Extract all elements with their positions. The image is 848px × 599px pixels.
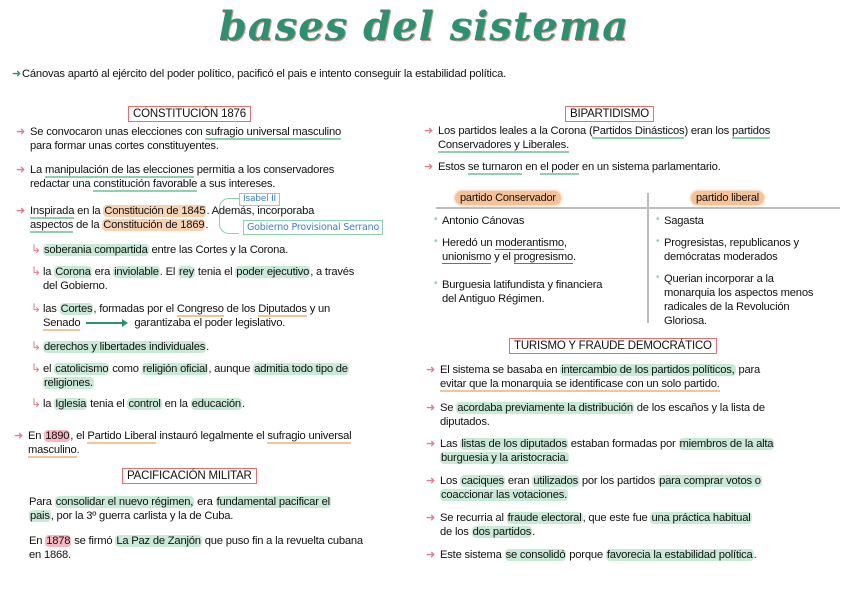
text-span: Progresistas, republicanos y xyxy=(664,237,799,249)
bullet-dot-icon: • xyxy=(656,272,660,283)
text-span: Los xyxy=(440,475,461,487)
sub-arrow-icon: ↳ xyxy=(31,301,41,315)
text-span: en la xyxy=(74,205,104,217)
text-span: el poder xyxy=(540,161,580,173)
text-span: . xyxy=(76,444,80,456)
liberal-item-1 xyxy=(656,214,844,228)
text-span: dos partidos xyxy=(472,526,532,538)
arrow-icon: ➜ xyxy=(14,430,24,442)
bipartidismo-point-2 xyxy=(424,160,838,174)
text-span: entre las Cortes y la Corona. xyxy=(148,244,289,256)
text-span: partidos xyxy=(731,125,771,137)
arrow-icon: ➜ xyxy=(426,549,436,561)
arrow-icon: ➜ xyxy=(16,205,26,217)
bullet-dot-icon: • xyxy=(656,214,660,225)
text-span: La xyxy=(30,164,45,176)
text-span: Se convocaron unas elecciones con xyxy=(30,126,206,138)
sub-arrow-icon: ↳ xyxy=(31,396,41,410)
text-span: aspectos xyxy=(30,219,74,231)
sub-arrow-icon: ↳ xyxy=(31,361,41,375)
text-span: moderantismo xyxy=(495,237,564,249)
turismo-point-1 xyxy=(426,363,840,391)
text-span: Querian incorporar a la xyxy=(664,273,774,285)
arrow-icon: ➜ xyxy=(12,68,22,80)
table-divider-vertical xyxy=(647,193,649,323)
text-span: Burguesia latifundista y financiera xyxy=(442,279,603,291)
text-span: progresismo xyxy=(513,251,573,263)
arrow-icon: ➜ xyxy=(424,125,434,137)
text-span: Gloriosa. xyxy=(664,315,707,327)
text-span: tenia el xyxy=(87,398,128,410)
turismo-point-2 xyxy=(426,401,840,429)
text-span: del Gobierno. xyxy=(43,280,108,292)
text-span: que puso fin a la revuelta cubana xyxy=(201,535,363,547)
text-span: para comprar votos o xyxy=(659,475,761,487)
text-span: miembros de la alta xyxy=(679,438,774,450)
text-span: la xyxy=(43,398,55,410)
text-span: . El xyxy=(159,266,179,278)
arrow-icon: ➜ xyxy=(426,475,436,487)
text-span: instauró legalmente el xyxy=(156,430,268,442)
text-span: de la xyxy=(73,219,103,231)
text-span: porque xyxy=(566,549,606,561)
text-span: a sus intereses. xyxy=(197,178,276,190)
heading-bipartidismo: BIPARTIDISMO xyxy=(565,106,654,122)
sub-arrow-icon: ↳ xyxy=(31,242,41,256)
text-span: Este sistema xyxy=(440,549,505,561)
text-span: caciques xyxy=(461,475,504,487)
bullet-dot-icon: • xyxy=(656,236,660,247)
text-span: control xyxy=(128,398,161,410)
text-span: unionismo xyxy=(442,251,492,263)
arrow-icon: ➜ xyxy=(16,164,26,176)
text-span: Partido Liberal xyxy=(87,430,157,442)
arrow-icon: ➜ xyxy=(424,161,434,173)
text-span: era xyxy=(194,496,216,508)
text-span: por los partidos xyxy=(578,475,659,487)
table-header-liberal: partido liberal xyxy=(691,191,764,205)
text-span: demócratas moderados xyxy=(664,251,778,263)
turismo-point-3 xyxy=(426,437,840,465)
text-span: era xyxy=(91,266,114,278)
text-span: , formadas por el xyxy=(93,303,177,315)
heading-constitucion: CONSTITUCIÓN 1876 xyxy=(128,106,251,122)
text-span: Antonio Cánovas xyxy=(442,215,525,227)
sub-arrow-icon: ↳ xyxy=(31,264,41,278)
text-span: , que este fue xyxy=(582,512,651,524)
sub-arrow-icon: ↳ xyxy=(31,339,41,353)
text-span: religiones. xyxy=(44,377,93,389)
text-span: Se recurria al xyxy=(440,512,507,524)
text-span: Para xyxy=(29,496,55,508)
text-span: Congreso xyxy=(176,303,224,315)
text-span: de los xyxy=(223,303,259,315)
text-span: Heredó un xyxy=(442,237,496,249)
text-span: En xyxy=(28,430,45,442)
text-span: Sagasta xyxy=(664,215,704,227)
constitucion-point-4 xyxy=(14,429,413,457)
text-span: admitia todo tipo de xyxy=(254,363,348,375)
arrow-icon: ➜ xyxy=(426,512,436,524)
text-span: . xyxy=(241,398,245,410)
liberal-item-3 xyxy=(656,272,844,328)
text-span: Constitución de 1845 xyxy=(104,205,206,217)
constitucion-point-2 xyxy=(16,163,415,191)
table-divider-horizontal xyxy=(436,207,840,209)
pacificacion-point-2 xyxy=(29,534,419,562)
bullet-dot-icon: • xyxy=(434,236,438,247)
text-span: eran xyxy=(504,475,533,487)
text-span: rey xyxy=(179,266,194,278)
text-span: de los escaños y la lista de xyxy=(633,402,765,414)
bullet-dot-icon: • xyxy=(434,278,438,289)
text-span: , por la 3º guerra carlista y la de Cuba. xyxy=(50,510,234,522)
text-span: . Además, incorporaba xyxy=(206,205,315,217)
arrow-icon: ➜ xyxy=(426,364,436,376)
text-span: se turnaron xyxy=(467,161,523,173)
text-span: fundamental pacificar el xyxy=(216,496,330,508)
text-span: , xyxy=(563,237,567,249)
text-span: . xyxy=(573,251,576,263)
liberal-item-2 xyxy=(656,236,844,264)
conservador-item-2 xyxy=(434,236,642,264)
text-span: ) eran los xyxy=(684,125,732,137)
text-span: consolidar el nuevo régimen, xyxy=(55,496,194,508)
text-span: En xyxy=(29,535,46,547)
text-span: Los partidos leales a la Corona ( xyxy=(438,125,593,137)
turismo-point-6 xyxy=(426,548,840,562)
text-span: masculino xyxy=(28,444,77,456)
sub-point-iglesia xyxy=(31,396,413,411)
constitucion-point-3 xyxy=(16,204,415,232)
bipartidismo-point-1 xyxy=(424,124,838,152)
text-span: y el xyxy=(491,251,514,263)
table-header-conservador: partido Conservador xyxy=(455,191,561,205)
conservador-item-3 xyxy=(434,278,642,306)
sub-point-cortes xyxy=(31,301,413,330)
text-span: Inspirada xyxy=(30,205,75,217)
note-gobierno-provisional: Gobierno Provisional Serrano xyxy=(243,220,383,235)
sub-point-corona xyxy=(31,264,413,293)
text-span: . xyxy=(532,526,536,538)
text-span: Conservadores y Liberales. xyxy=(438,139,569,151)
text-span: acordaba previamente la distribución xyxy=(457,402,633,414)
text-span: garantizaba el poder legislativo. xyxy=(134,317,286,329)
text-span: , a través xyxy=(310,266,355,278)
text-span: fraude electoral xyxy=(507,512,582,524)
text-span: . xyxy=(753,549,757,561)
text-span: la xyxy=(43,266,55,278)
text-span: se consolidó xyxy=(505,549,566,561)
text-span: Estos xyxy=(438,161,468,173)
text-span: La Paz de Zanjón xyxy=(116,535,201,547)
text-span: 1890 xyxy=(45,430,70,442)
text-span: educación xyxy=(191,398,241,410)
bullet-dot-icon: • xyxy=(434,214,438,225)
page-title: bases del sistema xyxy=(218,3,630,50)
text-span: soberania compartida xyxy=(44,244,148,256)
sub-point-soberania xyxy=(31,242,413,257)
text-span: se firmó xyxy=(71,535,116,547)
text-span: estaban formadas por xyxy=(567,438,679,450)
intro-label: Cánovas apartó al ejército del poder político, pacificó el pais e intento conseguir la estabilidad política. xyxy=(22,68,507,80)
text-span: Diputados xyxy=(258,303,307,315)
text-span: radicales de la Revolución xyxy=(664,301,790,313)
arrow-icon: ➜ xyxy=(426,438,436,450)
text-span: manipulación de las elecciones xyxy=(44,164,194,176)
text-span: catolicismo xyxy=(55,363,109,375)
conservador-item-1 xyxy=(434,214,642,228)
text-span: , el xyxy=(70,430,88,442)
text-span: inviolable xyxy=(114,266,159,278)
text-span: diputados. xyxy=(440,416,490,428)
text-span: intercambio de los partidos políticos, xyxy=(561,364,735,376)
arrow-icon: ➜ xyxy=(16,126,26,138)
intro-text xyxy=(12,67,506,81)
text-span: Corona xyxy=(55,266,91,278)
text-span: para formar unas cortes constituyentes. xyxy=(30,140,219,152)
text-span: listas de los diputados xyxy=(461,438,567,450)
text-span: utilizados xyxy=(533,475,578,487)
text-span: coaccionar las votaciones. xyxy=(441,489,568,501)
text-span: tenia el xyxy=(195,266,236,278)
text-span: una práctica habitual xyxy=(651,512,751,524)
text-span: como xyxy=(109,363,142,375)
pacificacion-point-1 xyxy=(29,495,414,523)
text-span: Las xyxy=(440,438,461,450)
text-span: para xyxy=(735,364,761,376)
text-span: sufragio universal masculino xyxy=(205,126,341,138)
text-span: permitia a los conservadores xyxy=(193,164,335,176)
text-span: Cortes xyxy=(60,303,93,315)
sub-point-derechos xyxy=(31,339,413,354)
text-span: burguesia y la aristocracia. xyxy=(441,452,569,464)
text-span: Partidos Dinásticos xyxy=(592,125,685,137)
text-span: constitución favorable xyxy=(93,178,198,190)
text-span: religión oficial xyxy=(142,363,208,375)
text-span: redactar una xyxy=(30,178,94,190)
text-span: Constitución de 1869 xyxy=(103,219,205,231)
text-span: las xyxy=(43,303,60,315)
text-span: . xyxy=(205,219,209,231)
long-arrow-icon xyxy=(86,319,128,327)
text-span: Senado xyxy=(43,317,81,329)
sub-point-catolicismo xyxy=(31,361,413,390)
text-span: Se xyxy=(440,402,457,414)
text-span: 1878 xyxy=(46,535,71,547)
heading-turismo: TURISMO Y FRAUDE DEMOCRÁTICO xyxy=(509,338,717,354)
turismo-point-5 xyxy=(426,511,840,539)
text-span: de los xyxy=(440,526,472,538)
text-span: derechos y libertades individuales xyxy=(44,341,206,353)
text-span: evitar que la monarquia se identificase con un solo partido. xyxy=(440,378,720,390)
text-span: y un xyxy=(306,303,331,315)
text-span: en xyxy=(522,161,541,173)
text-span: pais xyxy=(30,510,50,522)
text-span: del Antiguo Régimen. xyxy=(442,293,545,305)
text-span: el xyxy=(43,363,55,375)
text-span: en la xyxy=(161,398,191,410)
text-span: poder ejecutivo xyxy=(236,266,310,278)
text-span: sufragio universal xyxy=(267,430,352,442)
turismo-point-4 xyxy=(426,474,840,502)
text-span: Iglesia xyxy=(55,398,87,410)
text-span: en un sistema parlamentario. xyxy=(579,161,721,173)
text-span: El sistema se basaba en xyxy=(440,364,561,376)
text-span: . xyxy=(206,341,210,353)
heading-pacificacion: PACIFICACIÓN MILITAR xyxy=(122,468,257,484)
text-span: monarquia los aspectos menos xyxy=(664,287,814,299)
arrow-icon: ➜ xyxy=(426,402,436,414)
text-span: favorecia la estabilidad política xyxy=(606,549,753,561)
note-isabel-ii: Isabel II xyxy=(239,193,280,206)
text-span: en 1868. xyxy=(29,549,71,561)
text-span: , aunque xyxy=(208,363,254,375)
constitucion-point-1 xyxy=(16,125,415,153)
